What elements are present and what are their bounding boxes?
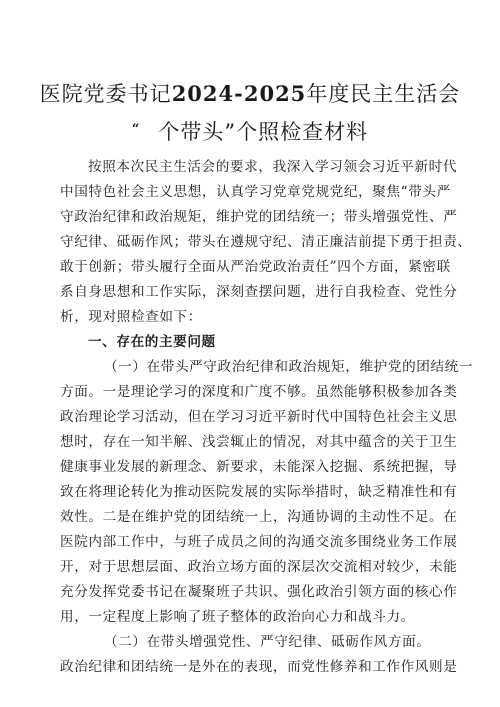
body-line: 健康事业发展的新理念、新要求，未能深入挖掘、系统把握，导 — [60, 459, 458, 475]
body-line: 用，一定程度上影响了班子整体的政治向心力和战斗力。 — [60, 609, 415, 625]
body-line: 效性。二是在维护党的团结统一上，沟通协调的主动性不足。在 — [60, 509, 458, 525]
title-prefix: 医院党委书记 — [39, 82, 172, 106]
title-year: 2024-2025 — [171, 81, 307, 106]
body-line: 充分发挥党委书记在凝聚班子共识、强化政治引领方面的核心作 — [60, 584, 458, 600]
document-title-line-2 — [0, 116, 500, 146]
body-line: 政治纪律和团结统一是外在的表现，而党性修养和工作作风则是 — [60, 659, 458, 675]
body-line: 中国特色社会主义思想，认真学习党章党规党纪，聚焦“带头严 — [60, 184, 451, 200]
body-line: 系自身思想和工作实际，深刻查摆问题，进行自我检查、党性分 — [60, 284, 458, 300]
section-heading: 一、存在的主要问题 — [88, 334, 216, 350]
title-suffix: 年度民主生活会 — [306, 82, 461, 106]
body-line: 守政治纪律和政治规矩，维护党的团结统一；带头增强党性、严 — [60, 209, 458, 225]
body-line: （二）在带头增强党性、严守纪律、砥砺作风方面。 — [104, 634, 431, 650]
body-line: 敢于创新；带头履行全面从严治党政治责任”四个方面，紧密联 — [60, 259, 451, 275]
body-line: （一）在带头严守政治纪律和政治规矩，维护党的团结统一 — [104, 359, 474, 375]
body-line: 守纪律、砥砺作风；带头在遵规守纪、清正廉洁前提下勇于担责、 — [60, 234, 472, 250]
body-line: 按照本次民主生活会的要求，我深入学习领会习近平新时代 — [88, 159, 458, 175]
body-line: 开，对于思想层面、政治立场方面的深层次交流相对较少，未能 — [60, 559, 458, 575]
title-open-quote: “ — [131, 122, 141, 137]
body-line: 想时，存在一知半解、浅尝辄止的情况，对其中蕴含的关于卫生 — [60, 434, 458, 450]
body-line: 政治理论学习活动，但在学习习近平新时代中国特色社会主义思 — [60, 409, 458, 425]
title-line-2-text: 个带头”个照检查材料 — [158, 120, 369, 144]
body-line: 方面。一是理论学习的深度和广度不够。虽然能够积极参加各类 — [60, 384, 458, 400]
body-line: 析，现对照检查如下： — [60, 309, 202, 325]
body-line: 致在将理论转化为推动医院发展的实际举措时，缺乏精准性和有 — [60, 484, 458, 500]
body-line: 医院内部工作中，与班子成员之间的沟通交流多围绕业务工作展 — [60, 534, 458, 550]
document-title-line-1 — [0, 78, 500, 108]
